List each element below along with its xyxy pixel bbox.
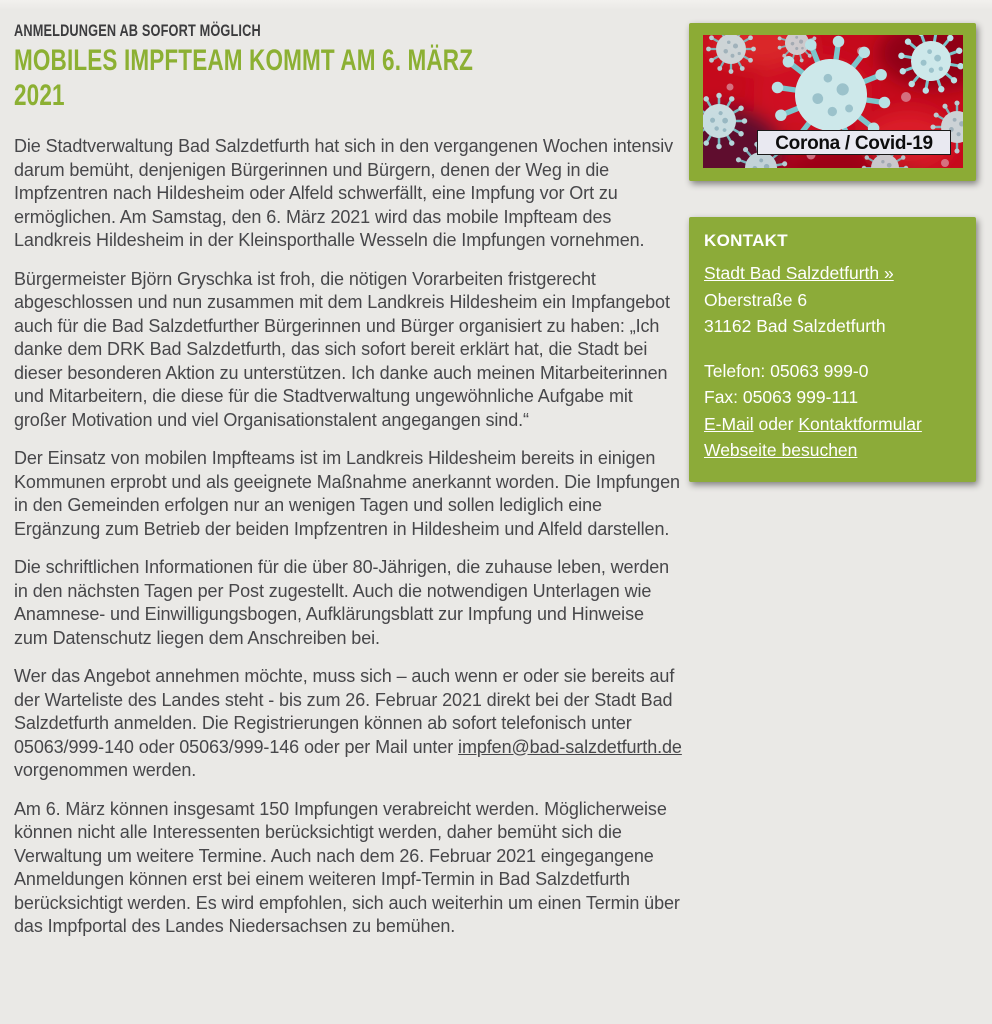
- coronavirus-image: [703, 35, 963, 168]
- article-kicker: ANMELDUNGEN AB SOFORT MÖGLICH: [14, 21, 261, 40]
- page-title: MOBILES IMPFTEAM KOMMT AM 6. MÄRZ 2021: [14, 44, 474, 112]
- contact-phone: Telefon: 05063 999-0: [704, 360, 869, 381]
- contact-email-link[interactable]: E-Mail: [704, 413, 754, 434]
- article: [14, 21, 682, 954]
- contact-street: Oberstraße 6: [704, 289, 808, 310]
- contact-form-link[interactable]: Kontaktformular: [798, 413, 922, 434]
- contact-box: [689, 217, 976, 482]
- image-caption-label: Corona / Covid-19: [757, 130, 951, 155]
- contact-city: 31162 Bad Salzdetfurth: [704, 316, 886, 336]
- paragraph-4: Die schriftlichen Informationen für die über 80-Jährigen, die zuhause leben, werden in den nächsten Tagen per Post zugestellt. Auch die notwendigen Unterlagen wie Anamnese- und Einwilligungsbogen, Aufklärungsblatt zur Impfung und Hinweise zum Datenschutz liegen dem Anschreiben bei.: [14, 557, 670, 648]
- paragraph-3: Der Einsatz von mobilen Impfteams ist im Landkreis Hildesheim bereits in einigen Kommunen erprobt und als geeignete Maßnahme anerkannt worden. Die Impfungen in den Gemeinden erfolgen nur an wenigen Tagen und sollen lediglich eine Ergänzung zum Betrieb der beiden Impfzentren in Hildesheim und Alfeld darstellen.: [14, 448, 680, 539]
- paragraph-5-text-after: vorgenommen werden.: [14, 760, 197, 780]
- contact-city-link[interactable]: Stadt Bad Salzdetfurth »: [704, 263, 894, 283]
- paragraph-2: Bürgermeister Björn Gryschka ist froh, die nötigen Vorarbeiten fristgerecht abgeschlossen und nun zusammen mit dem Landkreis Hildesheim ein Impfangebot auch für die Bad Salzdetfurther Bürgerinnen und Bürger organisiert zu haben: „Ich danke dem DRK Bad Salzdetfurth, das sich sofort bereit erklärt hat, die Stadt bei dieser besonderen Aktion zu unterstützen. Ich danke auch meinen Mitarbeiterinnen und Mitarbeitern, die diese für die Stadtverwaltung ungewöhnliche Aufgabe mit großer Motivation und viel Organisationstalent angegangen sind.“: [14, 268, 670, 430]
- article-image-card: [689, 23, 976, 181]
- paragraph-1: Die Stadtverwaltung Bad Salzdetfurth hat sich in den vergangenen Wochen intensiv darum bemüht, denjenigen Bürgerinnen und Bürgern, denen der Weg in die Impfzentren nach Hildesheim oder Alfeld schwerfällt, eine Impfung vor Ort zu ermöglichen. Am Samstag, den 6. März 2021 wird das mobile Impfteam des Landkreis Hildesheim in der Kleinsporthalle Wesseln die Impfungen vornehmen.: [14, 136, 674, 250]
- contact-email-row: [704, 411, 962, 438]
- paragraph-5: [14, 665, 682, 783]
- contact-or-text: oder: [753, 413, 799, 434]
- contact-fax: Fax: 05063 999-111: [704, 387, 859, 407]
- vaccination-email-link[interactable]: impfen@bad-salzdetfurth.de: [458, 736, 682, 757]
- paragraph-5-text: Wer das Angebot annehmen möchte, muss sich – auch wenn er oder sie bereits auf der Warteliste des Landes steht - bis zum 26. Februar 2021 direkt bei der Stadt Bad Salzdetfurth anmelden. Die Registrierungen können ab sofort telefonisch unter 05063/999-140 oder 05063/999-146 oder per Mail unter: [14, 666, 675, 757]
- contact-heading: KONTAKT: [704, 231, 788, 250]
- paragraph-6: Am 6. März können insgesamt 150 Impfungen verabreicht werden. Möglicherweise können nicht alle Interessenten berücksichtigt werden, daher bemüht sich die Verwaltung um weitere Termine. Auch nach dem 26. Februar 2021 eingegangene Anmeldungen können erst bei einem weiteren Impf-Termin in Bad Salzdetfurth berücksichtigt werden. Es wird empfohlen, sich auch weiterhin um einen Termin über das Impfportal des Landes Niedersachsen zu bemühen.: [14, 798, 680, 936]
- contact-website-link[interactable]: Webseite besuchen: [704, 440, 858, 460]
- sidebar: [689, 23, 976, 482]
